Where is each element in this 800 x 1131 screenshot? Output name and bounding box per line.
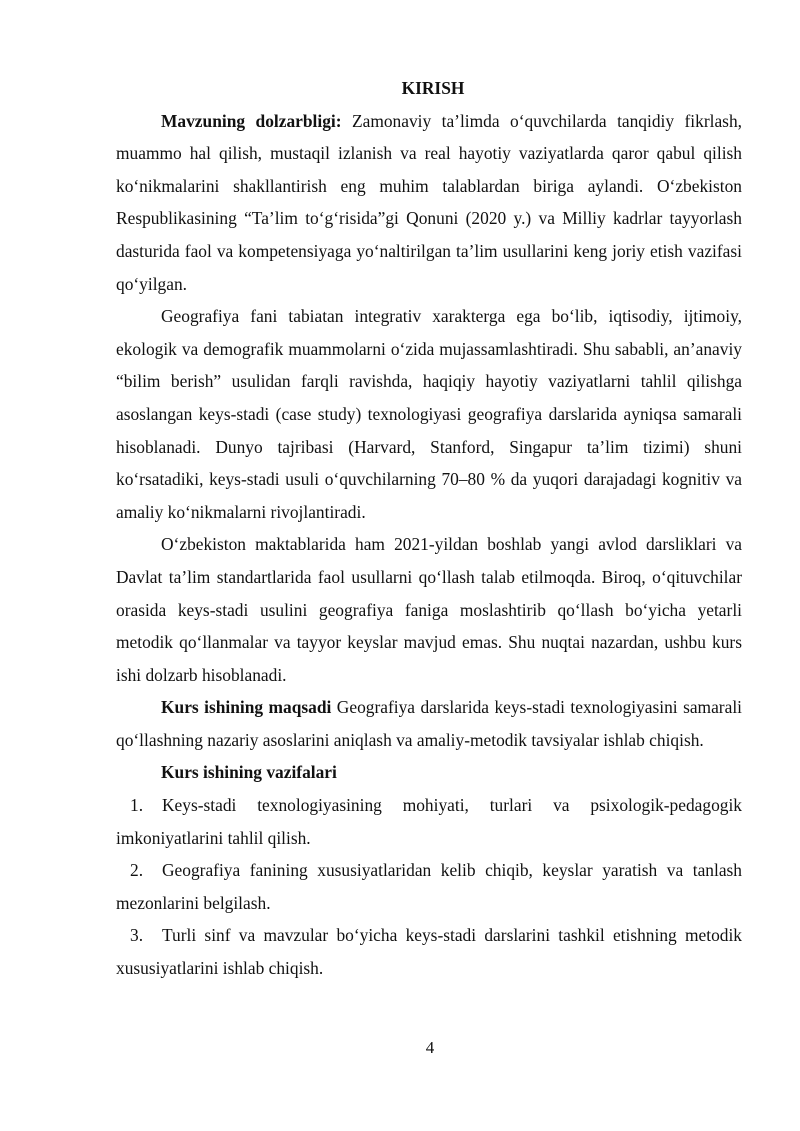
task-text: Keys-stadi texnologiyasining mohiyati, turlari va psixologik-pedagogik imkoniyatlarini tahlil qilish. bbox=[116, 795, 742, 848]
paragraph-geography: Geografiya fani tabiatan integrativ xarakterga ega bo‘lib, iqtisodiy, ijtimoiy, ekologik va demografik muammolarni o‘zida mujassamlashtiradi. Shu sababli, an’anaviy “bilim berish” usulidan farqli ravishda, haqiqiy hayotiy vaziyatlarni tahlil qilishga asoslangan keys-stadi (case study) texnologiyasi geografiya darslarida ayniqsa samarali hisoblanadi. Dunyo tajribasi (Harvard, Stanford, Singapur ta’lim tizimi) shuni ko‘rsatadiki, keys-stadi usuli o‘quvchilarning 70–80 % da yuqori darajadagi kognitiv va amaliy ko‘nikmalarni rivojlantiradi. bbox=[116, 306, 742, 522]
paragraph-lead: Mavzuning dolzarbligi: bbox=[161, 110, 342, 131]
paragraph-text: Zamonaviy ta’limda o‘quvchilarda tanqidiy fikrlash, muammo hal qilish, mustaqil izlanish va real hayotiy vaziyatlarda qaror qabul qilish ko‘nikmalarini shakllantirish eng muhim talablardan biriga aylandi. O‘zbekiston Respublikasining “Ta’lim to‘g‘risida”gi Qonuni (2020 y.) va Milliy kadrlar tayyorlash dasturida faol va kompetensiyaga yo‘naltirilgan ta’lim usullarini keng joriy etish vazifasi qo‘yilgan. bbox=[116, 110, 742, 294]
task-number: 2. bbox=[130, 860, 144, 881]
paragraph-text: Geografiya darslarida keys-stadi texnologiyasini samarali qo‘llashning nazariy asoslarini aniqlash va amaliy-metodik tavsiyalar ishlab chiqish. bbox=[116, 697, 742, 750]
section-title: KIRISH bbox=[401, 78, 465, 98]
page-number: 4 bbox=[425, 1038, 435, 1057]
paragraph-lead: Kurs ishining maqsadi bbox=[161, 697, 332, 718]
paragraph-goal bbox=[116, 691, 742, 756]
task-number: 1. bbox=[130, 795, 144, 816]
paragraph-uzbekistan-schools: O‘zbekiston maktablarida ham 2021-yildan boshlab yangi avlod darsliklari va Davlat ta’lim standartlarida faol usullarni qo‘llash talab etilmoqda. Biroq, o‘qituvchilar orasida keys-stadi usulini geografiya faniga moslashtirib qo‘llash bo‘yicha yetarli metodik qo‘llanmalar va tayyor keyslar mavjud emas. Shu nuqtai nazardan, ushbu kurs ishi dolzarb hisoblanadi. bbox=[116, 534, 742, 685]
task-text: Turli sinf va mavzular bo‘yicha keys-stadi darslarini tashkil etishning metodik xususiyatlarini ishlab chiqish. bbox=[116, 925, 742, 979]
task-item-1 bbox=[116, 789, 742, 854]
task-number: 3. bbox=[130, 925, 144, 946]
document-body bbox=[116, 72, 742, 985]
task-text: Geografiya fanining xususiyatlaridan kelib chiqib, keyslar yaratish va tanlash mezonlarini belgilash. bbox=[116, 860, 742, 913]
tasks-heading: Kurs ishining vazifalari bbox=[161, 762, 337, 783]
task-item-3 bbox=[116, 919, 742, 984]
paragraph-relevance bbox=[116, 105, 742, 301]
task-item-2 bbox=[116, 854, 742, 919]
